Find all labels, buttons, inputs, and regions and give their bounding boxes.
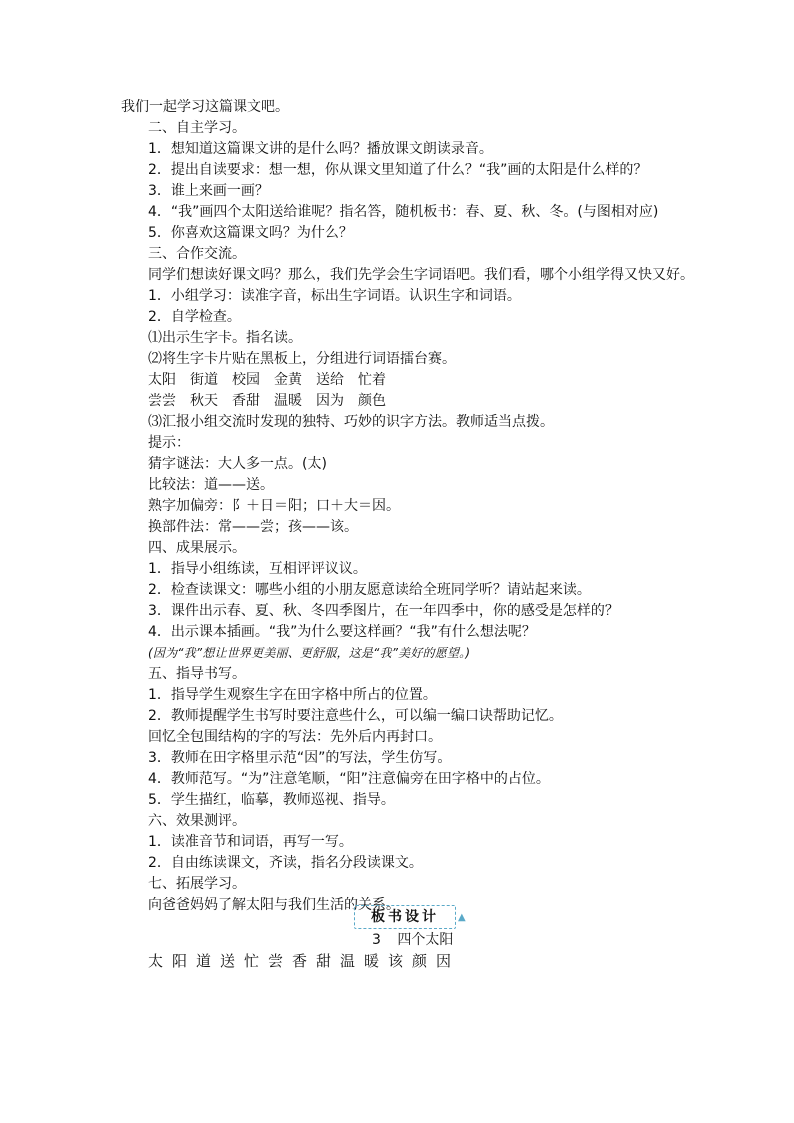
text-line: ⑶汇报小组交流时发现的独特、巧妙的识字方法。教师适当点拨。 [148, 414, 554, 430]
text-line: 2．提出自读要求：想一想，你从课文里知道了什么？“我”画的太阳是什么样的？ [148, 162, 648, 178]
text-line: 换部件法：常——尝；孩——该。 [148, 519, 358, 535]
text-line: 我们一起学习这篇课文吧。 [121, 99, 289, 115]
text-line: 4．出示课本插画。“我”为什么要这样画？“我”有什么想法呢？ [148, 624, 536, 640]
lesson-number: 3 [372, 932, 381, 948]
text-line: 比较法：道——送。 [148, 477, 274, 493]
board-characters: 太阳道送忙尝香甜温暖该颜因 [148, 952, 461, 970]
text-line: 1．指导小组练读，互相评评议议。 [148, 561, 367, 577]
text-line: 1．读准音节和词语，再写一写。 [148, 834, 353, 850]
text-line: 3．教师在田字格里示范“因”的写法，学生仿写。 [148, 750, 452, 766]
sparkle-icon: ▲ [458, 912, 466, 923]
board-design-title: 板书设计 [354, 905, 456, 929]
section-heading: 六、效果测评。 [148, 813, 246, 829]
board-design-header [354, 905, 466, 929]
text-line: 2．自学检查。 [148, 309, 241, 325]
word-row: 尝尝 秋天 香甜 温暖 因为 颜色 [148, 393, 386, 409]
note-line: (因为“我”想让世界更美丽、更舒服，这是“我”美好的愿望。) [148, 646, 471, 660]
text-line: 猜字谜法：大人多一点。(太) [148, 456, 327, 472]
lesson-name: 四个太阳 [397, 932, 454, 948]
section-heading: 七、拓展学习。 [148, 876, 246, 892]
text-line: 2．教师提醒学生书写时要注意些什么，可以编一编口诀帮助记忆。 [148, 708, 563, 724]
text-line: 1．指导学生观察生字在田字格中所占的位置。 [148, 687, 437, 703]
text-line: 2．检查读课文：哪些小组的小朋友愿意读给全班同学听？请站起来读。 [148, 582, 591, 598]
text-line: 2．自由练读课文，齐读，指名分段读课文。 [148, 855, 423, 871]
text-line: ⑵将生字卡片贴在黑板上，分组进行词语擂台赛。 [148, 351, 456, 367]
text-line: 1．想知道这篇课文讲的是什么吗？播放课文朗读录音。 [148, 141, 493, 157]
text-line: 提示： [148, 435, 190, 451]
section-heading: 三、合作交流。 [148, 246, 246, 262]
text-line: ⑴出示生字卡。指名读。 [148, 330, 302, 346]
section-heading: 四、成果展示。 [148, 540, 246, 556]
word-row: 太阳 街道 校园 金黄 送给 忙着 [148, 372, 386, 388]
text-line: 回忆全包围结构的字的写法：先外后内再封口。 [148, 729, 442, 745]
text-line: 1．小组学习：读准字音，标出生字词语。认识生字和词语。 [148, 288, 521, 304]
text-line: 5．学生描红，临摹，教师巡视、指导。 [148, 792, 395, 808]
text-line: 向爸爸妈妈了解太阳与我们生活的关系。 [148, 897, 400, 913]
text-line: 4．教师范写。“为”注意笔顺，“阳”注意偏旁在田字格中的占位。 [148, 771, 550, 787]
text-line: 4．“我”画四个太阳送给谁呢？指名答，随机板书：春、夏、秋、冬。(与图相对应) [148, 204, 659, 220]
lesson-title [372, 930, 453, 950]
text-line: 熟字加偏旁：阝＋日＝阳；口＋大＝因。 [148, 498, 400, 514]
text-line: 3．谁上来画一画？ [148, 183, 269, 199]
text-line: 3．课件出示春、夏、秋、冬四季图片，在一年四季中，你的感受是怎样的？ [148, 603, 619, 619]
section-heading: 二、自主学习。 [148, 120, 246, 136]
text-line: 5．你喜欢这篇课文吗？为什么？ [148, 225, 353, 241]
text-line: 同学们想读好课文吗？那么，我们先学会生字词语吧。我们看，哪个小组学得又快又好。 [148, 267, 694, 283]
section-heading: 五、指导书写。 [148, 666, 246, 682]
